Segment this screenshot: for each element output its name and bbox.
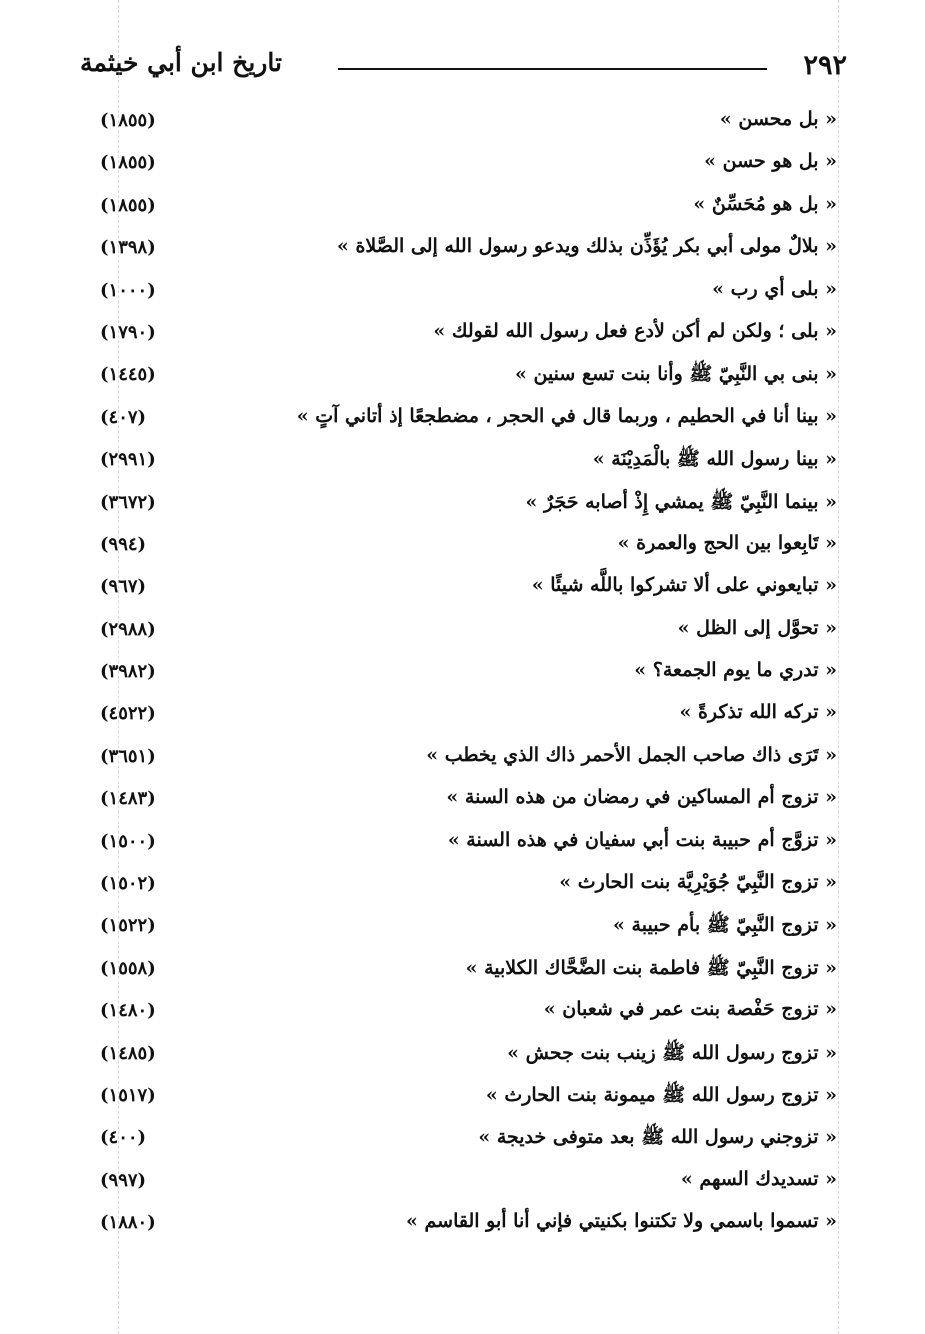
hadith-index-list xyxy=(100,104,837,1249)
hadith-text: « تزوج النَّبِيّ جُوَيْرِيَّة بنت الحارث » xyxy=(559,871,837,894)
hadith-text: « بينا رسول الله ﷺ بالْمَدِيْنَة » xyxy=(592,448,837,471)
hadith-number: (٩٩٤) xyxy=(100,533,147,555)
index-entry xyxy=(100,697,837,739)
index-entry xyxy=(100,952,837,994)
hadith-number: (٣٩٨٢) xyxy=(100,661,156,683)
hadith-text: « تزوج النَّبِيّ ﷺ فاطمة بنت الضَّحَّاك الكلابية » xyxy=(465,956,837,979)
hadith-text: « تسموا باسمي ولا تكتنوا بكنيتي فإني أنا أبو القاسم » xyxy=(406,1210,837,1233)
scan-artifact-line xyxy=(838,0,839,1334)
hadith-text: « بلى أي رب » xyxy=(712,277,837,300)
index-entry xyxy=(100,1037,837,1079)
hadith-text: « تزوج رسول الله ﷺ ميمونة بنت الحارث » xyxy=(485,1083,837,1106)
book-title: تاريخ ابن أبي خيثمة xyxy=(80,48,282,77)
index-entry xyxy=(100,994,837,1036)
hadith-number: (١٥٢٢) xyxy=(100,915,156,937)
page-number: ٢٩٢ xyxy=(803,50,847,81)
index-entry xyxy=(100,1079,837,1121)
index-entry xyxy=(100,486,837,528)
hadith-text: « بل هو مُحَسِّنٌ » xyxy=(693,192,837,215)
hadith-number: (٩٩٧) xyxy=(100,1169,147,1191)
hadith-text: « بنى بي النَّبِيّ ﷺ وأنا بنت تسع سنين » xyxy=(515,363,837,386)
hadith-text: « تزوج حَفْصة بنت عمر في شعبان » xyxy=(543,998,837,1021)
index-entry xyxy=(100,909,837,951)
index-entry xyxy=(100,146,837,188)
index-entry xyxy=(100,274,837,316)
page-header xyxy=(80,42,847,98)
hadith-number: (١٨٥٥) xyxy=(100,194,156,216)
index-entry xyxy=(100,570,837,612)
index-entry xyxy=(100,443,837,485)
index-entry xyxy=(100,1206,837,1248)
hadith-number: (٣٦٥١) xyxy=(100,745,156,767)
hadith-number: (١٥١٧) xyxy=(100,1084,156,1106)
hadith-number: (١٥٠٠) xyxy=(100,830,156,852)
hadith-number: (١٥٥٨) xyxy=(100,957,156,979)
hadith-text: « بينما النَّبِيّ ﷺ يمشي إِذْ أصابه حَجَرٌ » xyxy=(525,490,837,513)
hadith-text: « تزوجني رسول الله ﷺ بعد متوفى خديجة » xyxy=(478,1126,837,1149)
hadith-text: « تدري ما يوم الجمعة؟ » xyxy=(634,659,837,682)
hadith-number: (٢٩٨٨) xyxy=(100,618,156,640)
hadith-text: « تزوج أم المساكين في رمضان من هذه السنة » xyxy=(446,786,837,809)
hadith-text: « بلالٌ مولى أبي بكر يُؤَذِّن بذلك ويدعو رسول الله إلى الصَّلاة » xyxy=(336,235,837,258)
hadith-text: « تبايعوني على ألا تشركوا باللَّه شيئًا » xyxy=(531,574,837,597)
index-entry xyxy=(100,740,837,782)
hadith-text: « تَرَى ذاك صاحب الجمل الأحمر ذاك الذي يخطب » xyxy=(426,743,837,766)
hadith-number: (١٥٠٢) xyxy=(100,873,156,895)
hadith-number: (١٨٨٠) xyxy=(100,1212,156,1234)
hadith-number: (١٧٩٠) xyxy=(100,321,156,343)
hadith-number: (١٤٤٥) xyxy=(100,364,156,386)
hadith-text: « تزوَّج أم حبيبة بنت أبي سفيان في هذه السنة » xyxy=(447,828,837,851)
hadith-text: « بينا أنا في الحطيم ، وربما قال في الحجر ، مضطجعًا إذ أتاني آتٍ » xyxy=(296,404,837,427)
index-entry xyxy=(100,528,837,570)
hadith-number: (١٠٠٠) xyxy=(100,279,156,301)
hadith-number: (٩٦٧) xyxy=(100,576,147,598)
index-entry xyxy=(100,867,837,909)
hadith-text: « تزوج رسول الله ﷺ زينب بنت جحش » xyxy=(507,1041,837,1064)
hadith-number: (١٣٩٨) xyxy=(100,237,156,259)
hadith-number: (٤٠٧) xyxy=(100,406,147,428)
index-entry xyxy=(100,189,837,231)
hadith-number: (٢٩٩١) xyxy=(100,449,156,471)
hadith-text: « تَابِعوا بين الحج والعمرة » xyxy=(617,531,837,554)
index-entry xyxy=(100,1121,837,1163)
index-entry xyxy=(100,358,837,400)
index-entry xyxy=(100,1164,837,1206)
hadith-text: « بل محسن » xyxy=(719,108,837,130)
hadith-number: (٣٦٧٢) xyxy=(100,491,156,513)
hadith-number: (٤٠٠) xyxy=(100,1127,147,1149)
index-entry xyxy=(100,401,837,443)
index-entry xyxy=(100,655,837,697)
hadith-number: (١٤٨٣) xyxy=(100,788,156,810)
index-entry xyxy=(100,825,837,867)
header-rule xyxy=(338,68,767,70)
index-entry xyxy=(100,231,837,273)
hadith-text: « تركه الله تذكرةً » xyxy=(679,701,837,724)
hadith-number: (١٨٥٥) xyxy=(100,152,156,174)
hadith-text: « تسديدك السهم » xyxy=(680,1167,837,1190)
index-entry xyxy=(100,782,837,824)
index-entry xyxy=(100,316,837,358)
hadith-number: (٤٥٢٢) xyxy=(100,703,156,725)
hadith-number: (١٤٨٥) xyxy=(100,1042,156,1064)
index-entry xyxy=(100,104,837,146)
hadith-number: (١٤٨٠) xyxy=(100,1000,156,1022)
hadith-text: « بلى ؛ ولكن لم أكن لأدع فعل رسول الله لقولك » xyxy=(433,319,837,342)
index-entry xyxy=(100,613,837,655)
hadith-number: (١٨٥٥) xyxy=(100,110,156,131)
hadith-text: « بل هو حسن » xyxy=(704,150,837,173)
hadith-text: « تحوَّل إلى الظل » xyxy=(677,616,837,639)
hadith-text: « تزوج النَّبِيّ ﷺ بأم حبيبة » xyxy=(613,914,837,937)
